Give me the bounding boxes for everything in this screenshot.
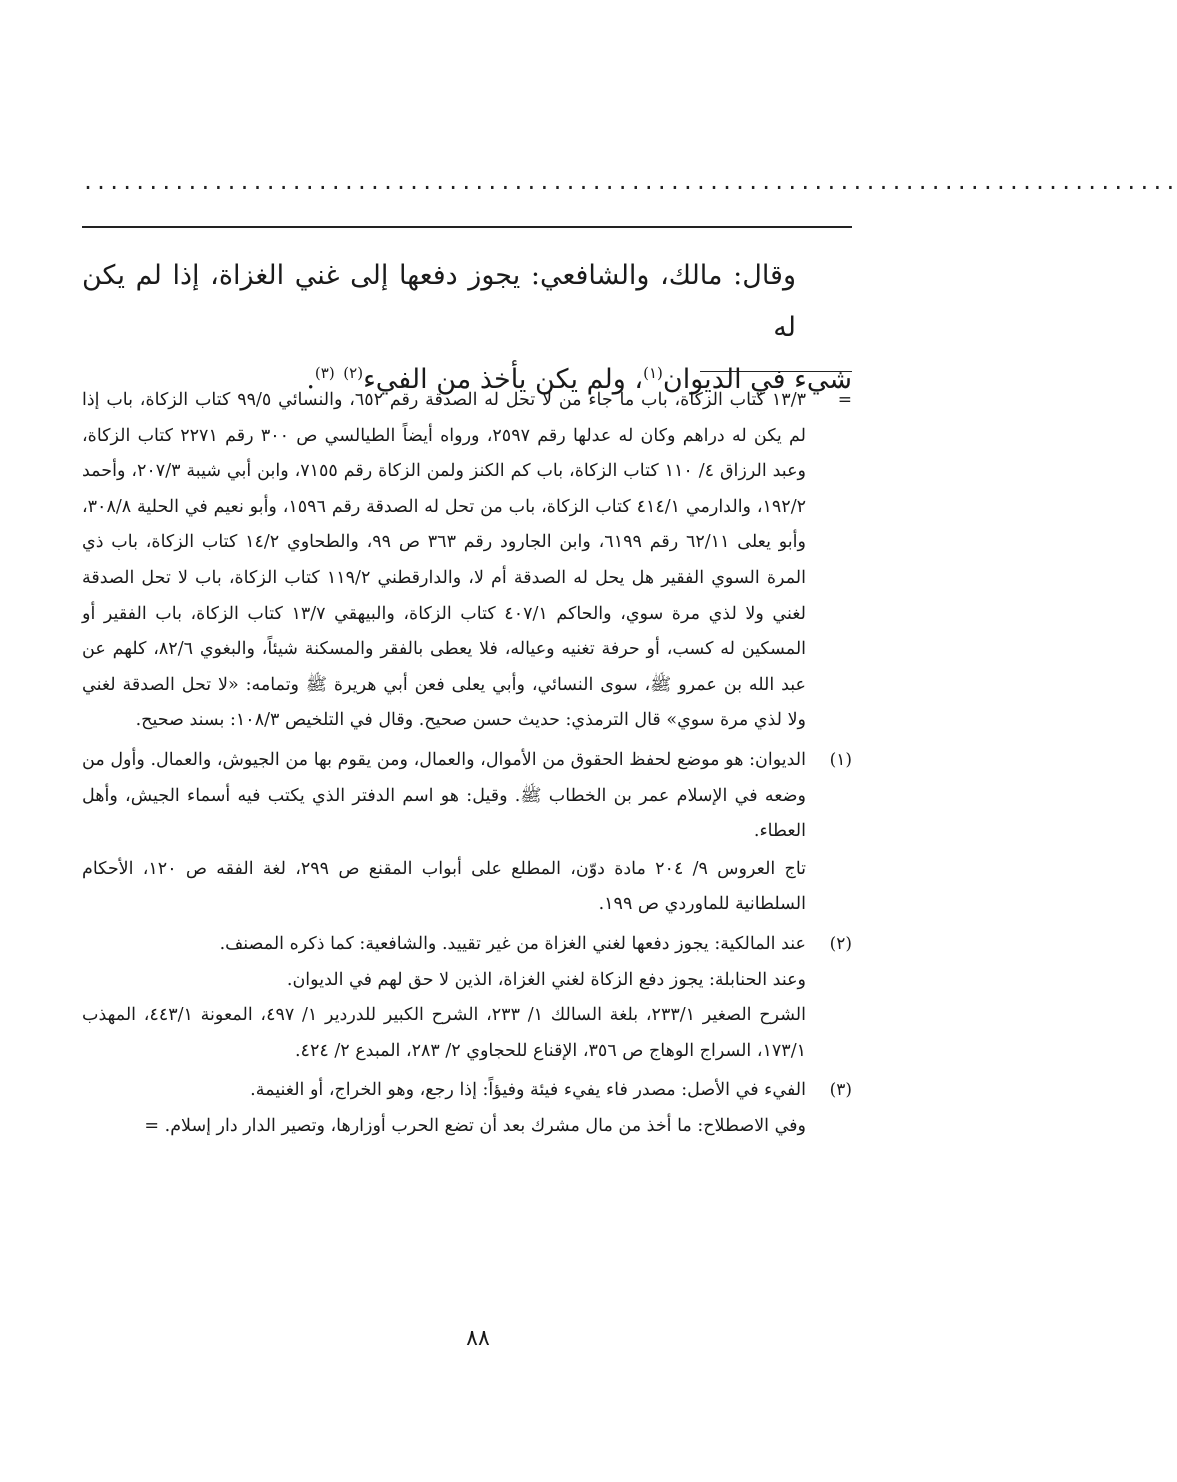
footnote-mark: (٢) xyxy=(829,933,852,954)
footnote-ref-1[interactable]: (١) xyxy=(643,364,663,382)
main-line-2-part-b: ، ولم يكن يأخذ من الفيء xyxy=(363,364,644,395)
footnote-paragraph: وفي الاصطلاح: ما أخذ من مال مشرك بعد أن تضع الحرب أوزارها، وتصير الدار دار إسلام. = xyxy=(144,1115,806,1136)
main-line-2-part-a: شيء في الديوان xyxy=(662,364,852,395)
footnote-1 xyxy=(82,743,852,923)
footnote-rule xyxy=(700,371,852,372)
footnote-3 xyxy=(82,1073,852,1144)
footnote-paragraph: عند المالكية: يجوز دفعها لغني الغزاة من غير تقييد. والشافعية: كما ذكره المصنف. xyxy=(219,933,806,954)
footnote-2 xyxy=(82,927,852,1069)
page-number: ٨٨ xyxy=(466,1326,490,1351)
footnote-paragraph: وعند الحنابلة: يجوز دفع الزكاة لغني الغزاة، الذين لا حق لهم في الديوان. xyxy=(286,969,806,990)
footnote-ref-2[interactable]: (٢) xyxy=(343,364,364,382)
main-line-1: وقال: مالك، والشافعي: يجوز دفعها إلى غني الغزاة، إذا لم يكن له xyxy=(82,260,796,343)
footnote-paragraph: ١٣/٣ كتاب الزكاة، باب ما جاء من لا تحل له الصدقة رقم ٦٥٢، والنسائي ٩٩/٥ كتاب الزكاة، باب إذا لم يكن له دراهم وكان له عدلها رقم ٢٥٩٧، ورواه أيضاً الطيالسي ص ٣٠٠ رقم ٢٢٧١ كتاب الزكاة، وعبد الرزاق ٤/ ١١٠ كتاب الزكاة، باب كم الكنز ولمن الزكاة رقم ٧١٥٥، وابن أبي شيبة ٢٠٧/٣، وأحمد ١٩٢/٢، والدارمي ٤١٤/١ كتاب الزكاة، باب من تحل له الصدقة رقم ١٥٩٦، وأبو نعيم في الحلية ٣٠٨/٨، وأبو يعلى ٦٢/١١ رقم ٦١٩٩، وابن الجارود رقم ٣٦٣ ص ٩٩، والطحاوي ١٤/٢ كتاب الزكاة، باب ذي المرة السوي الفقير هل يحل له الصدقة أم لا، والدارقطني ١١٩/٢ كتاب الزكاة، باب لا تحل الصدقة لغني ولا لذي مرة سوي، والحاكم ٤٠٧/١ كتاب الزكاة، والبيهقي ١٣/٧ كتاب الزكاة، باب الفقير أو المسكين له كسب، أو حرفة تغنيه وعياله، فلا يعطى بالفقر والمسكنة شيئاً، والبغوي ٨٢/٦، كلهم عن عبد الله بن عمرو ﷺ، سوى النسائي، وأبي يعلى فعن أبي هريرة ﷺ وتمامه: «لا تحل الصدقة لغني ولا لذي مرة سوي» قال الترمذي: حديث حسن صحيح. وقال في التلخيص ١٠٨/٣: بسند صحيح. xyxy=(82,390,807,731)
footnote-paragraph: الفيء في الأصل: مصدر فاء يفيء فيئة وفيؤاً: إذا رجع، وهو الخراج، أو الغنيمة. xyxy=(250,1080,806,1101)
footnote-paragraph: الشرح الصغير ٢٣٣/١، بلغة السالك ١/ ٢٣٣، الشرح الكبير للدردير ١/ ٤٩٧، المعونة ٤٤٣/١، المهذب ١٧٣/١، السراج الوهاج ص ٣٥٦، الإقناع للحجاوي ٢/ ٢٨٣، المبدع ٢/ ٤٢٤. xyxy=(82,1005,807,1061)
separator-dots: .................................................................................... xyxy=(82,170,1177,194)
footnote-mark: (٣) xyxy=(829,1080,852,1101)
footnote-mark: = xyxy=(837,390,852,410)
header-rule xyxy=(82,226,852,228)
footnote-continuation xyxy=(82,383,852,739)
footnote-ref-3[interactable]: (٣) xyxy=(314,364,335,382)
footnote-paragraph: الديوان: هو موضع لحفظ الحقوق من الأموال، والعمال، ومن يقوم بها من الجيوش، والعمال. وأول من وضعه في الإسلام عمر بن الخطاب ﷺ. وقيل: هو اسم الدفتر الذي يكتب فيه أسماء الجيش، وأهل العطاء. xyxy=(82,749,806,842)
footnote-mark: (١) xyxy=(829,749,852,770)
footnote-paragraph: تاج العروس ٩/ ٢٠٤ مادة دوّن، المطلع على أبواب المقنع ص ٢٩٩، لغة الفقه ص ١٢٠، الأحكام السلطانية للماوردي ص ١٩٩. xyxy=(82,858,807,915)
main-line-2-end: . xyxy=(306,364,315,395)
footnotes xyxy=(82,383,852,1148)
